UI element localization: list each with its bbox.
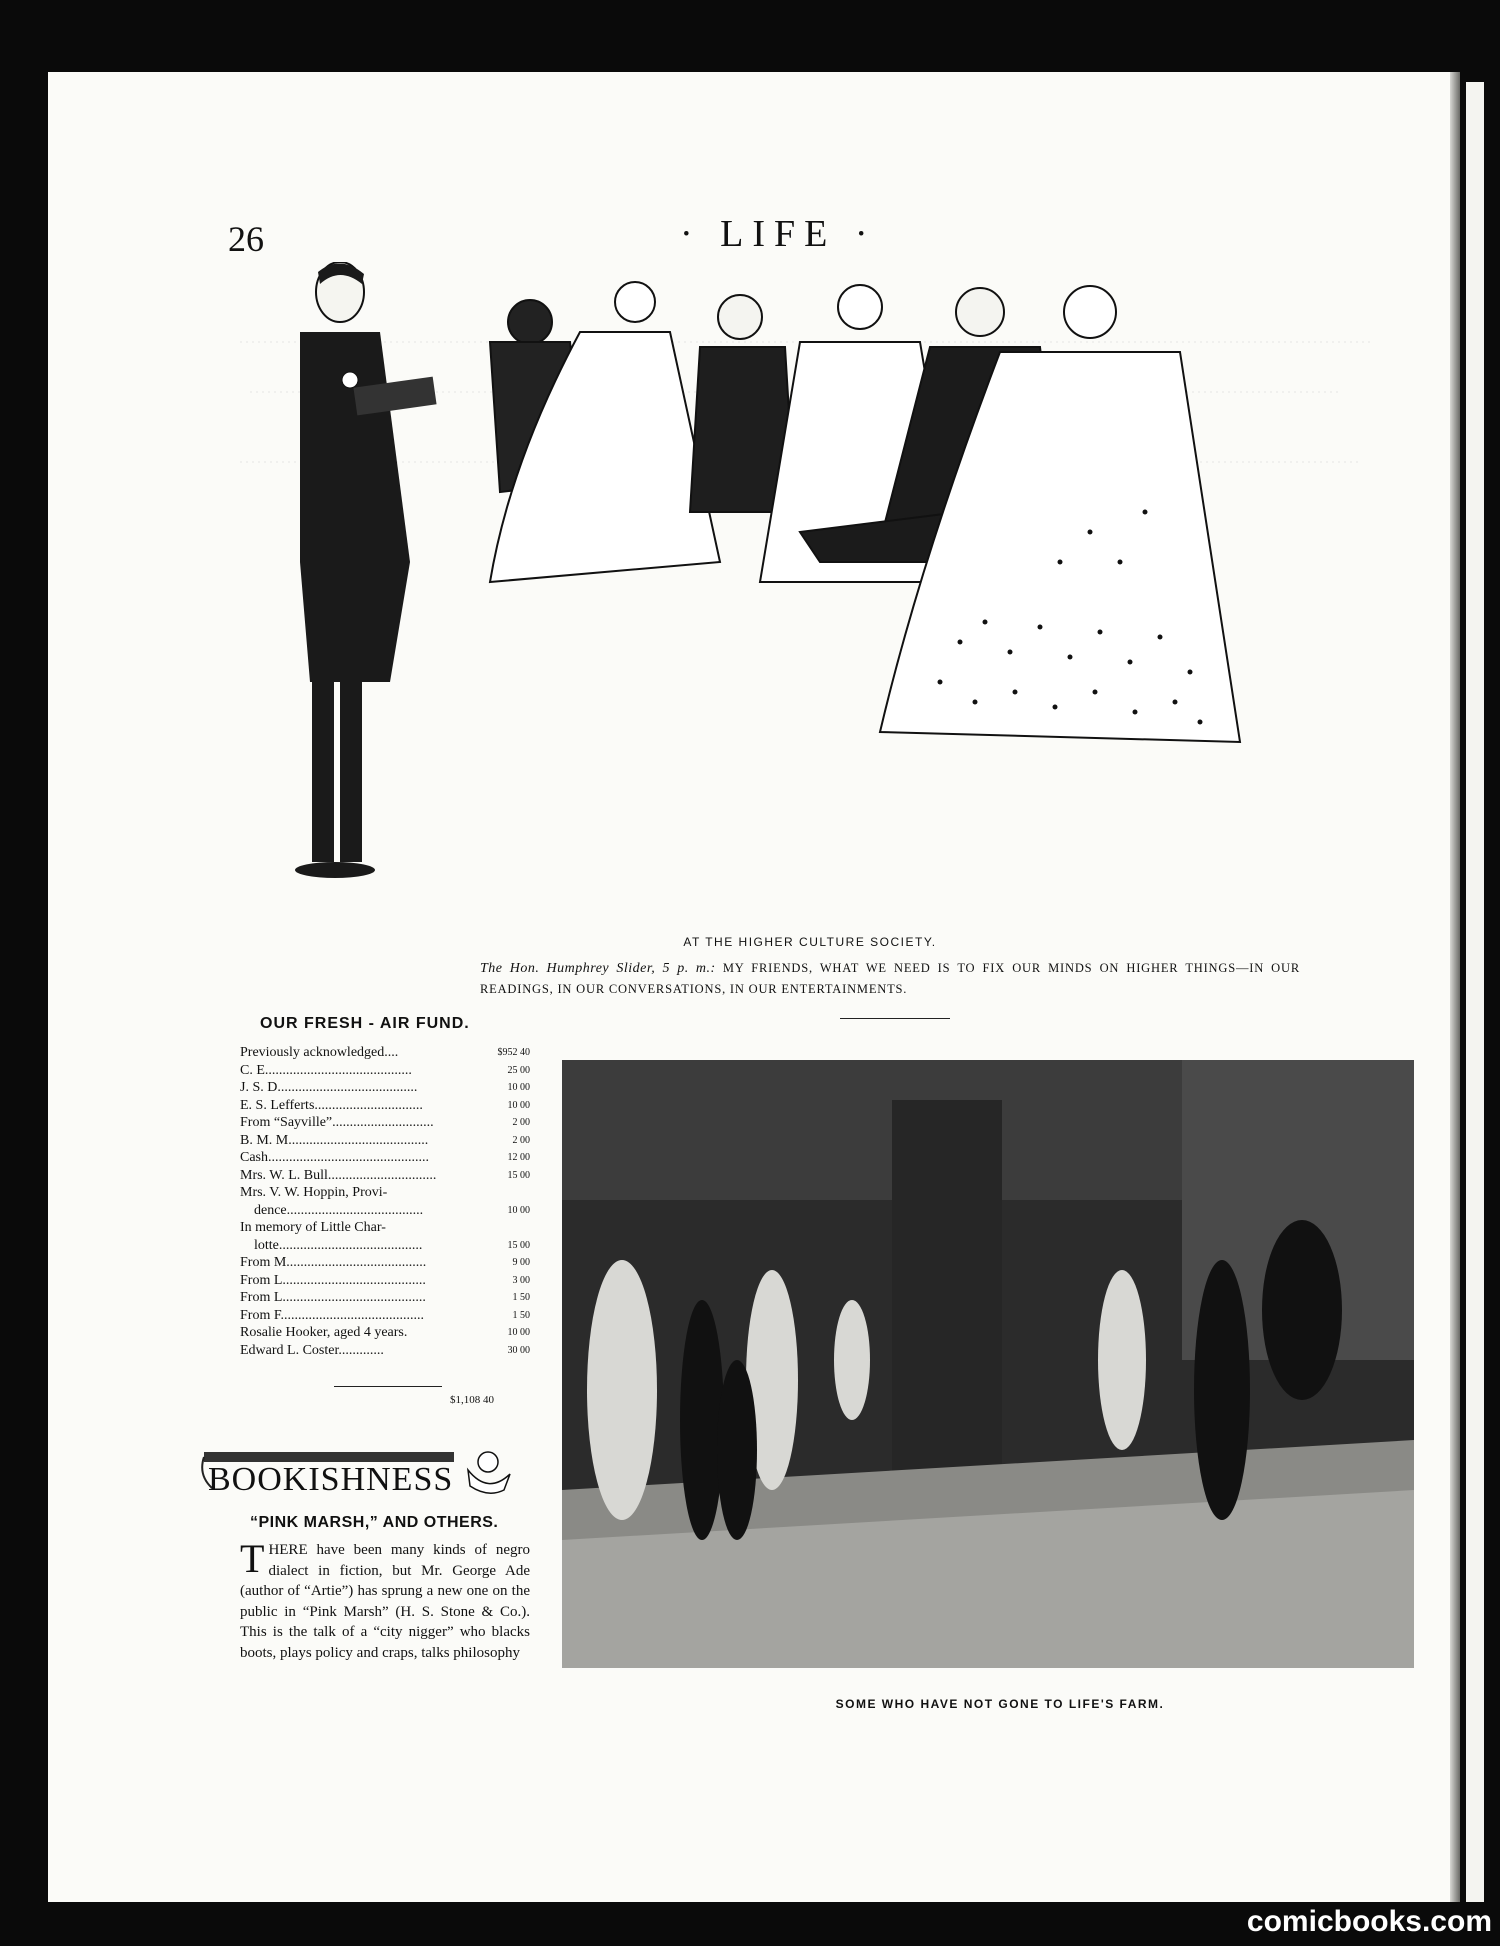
illustration-caption-title: AT THE HIGHER CULTURE SOCIETY. bbox=[683, 935, 937, 949]
fund-contributor: B. M. M........................................ bbox=[240, 1132, 429, 1148]
fund-row bbox=[240, 1342, 530, 1360]
fund-contributor: Rosalie Hooker, aged 4 years. bbox=[240, 1325, 408, 1340]
fund-amount: 25 00 bbox=[507, 1064, 530, 1076]
fund-contributor: Edward L. Coster............. bbox=[240, 1342, 384, 1358]
higher-culture-society-illustration bbox=[240, 262, 1370, 922]
fund-contributor: In memory of Little Char- bbox=[240, 1220, 386, 1235]
fund-row bbox=[240, 1149, 530, 1167]
street-children-photograph bbox=[562, 1060, 1414, 1668]
fund-contributor: From M........................................ bbox=[240, 1255, 427, 1270]
divider-rule bbox=[840, 1018, 950, 1019]
watermark: comicbooks.com bbox=[1246, 1905, 1492, 1938]
bookishness-banner-text: BOOKISHNESS bbox=[208, 1461, 454, 1498]
cherub-icon bbox=[468, 1452, 510, 1493]
fund-amount: $952 40 bbox=[497, 1047, 530, 1058]
fund-row bbox=[240, 1272, 530, 1290]
photo-caption: SOME WHO HAVE NOT GONE TO LIFE'S FARM. bbox=[835, 1697, 1165, 1711]
fund-row bbox=[240, 1184, 530, 1202]
fund-contributor: From “Sayville”............................. bbox=[240, 1115, 434, 1130]
fund-row bbox=[240, 1167, 530, 1185]
review-text: HERE have been many kinds of negro dialect in fiction, but Mr. George Ade (author of “Artie”) has sprung a new one on the public in “Pink Marsh” (H. S. Stone & Co.). This is the talk of a “city nigger” who blacks boots, plays policy and craps, talks philosophy bbox=[240, 1542, 530, 1661]
fund-amount: 30 00 bbox=[507, 1344, 530, 1356]
dropcap: T bbox=[240, 1536, 265, 1581]
fund-row bbox=[240, 1307, 530, 1325]
fund-amount: 2 00 bbox=[512, 1117, 530, 1128]
seated-audience bbox=[490, 282, 1240, 742]
review-heading: “PINK MARSH,” AND OTHERS. bbox=[250, 1514, 499, 1531]
fund-heading: OUR FRESH - AIR FUND. bbox=[260, 1015, 470, 1032]
fund-contributor: Previously acknowledged.... bbox=[240, 1045, 399, 1060]
fund-row bbox=[240, 1044, 530, 1062]
fund-contributor: Mrs. V. W. Hoppin, Provi- bbox=[240, 1185, 388, 1200]
speaker-figure bbox=[295, 262, 437, 878]
fund-contributor: From F......................................... bbox=[240, 1307, 425, 1323]
page-edge-shadow bbox=[1450, 72, 1460, 1902]
fund-row bbox=[240, 1219, 530, 1237]
fund-amount: 10 00 bbox=[507, 1204, 530, 1216]
fund-contributor: C. E.......................................... bbox=[240, 1062, 412, 1078]
fund-contributor: From L......................................... bbox=[240, 1272, 426, 1288]
fund-amount: 15 00 bbox=[507, 1169, 530, 1181]
review-body bbox=[240, 1536, 530, 1663]
fund-contributor: Cash.............................................. bbox=[240, 1150, 429, 1165]
fund-row bbox=[240, 1254, 530, 1272]
fund-amount: 10 00 bbox=[507, 1099, 530, 1111]
fund-contributor: From L......................................... bbox=[240, 1290, 426, 1305]
fund-contributor: dence....................................... bbox=[254, 1202, 424, 1218]
fund-amount: 10 00 bbox=[507, 1327, 530, 1338]
fund-row bbox=[240, 1324, 530, 1342]
fund-amount: 12 00 bbox=[507, 1152, 530, 1163]
page-number: 26 bbox=[228, 219, 264, 259]
fund-contributor: E. S. Lefferts............................... bbox=[240, 1097, 423, 1113]
fund-amount: 1 50 bbox=[512, 1309, 530, 1321]
fund-contributor: Mrs. W. L. Bull............................... bbox=[240, 1167, 437, 1183]
masthead: · LIFE · bbox=[680, 213, 877, 255]
fund-row bbox=[240, 1079, 530, 1097]
fund-contributor: lotte......................................... bbox=[254, 1237, 423, 1253]
fund-row bbox=[240, 1114, 530, 1132]
caption-speaker: The Hon. Humphrey Slider, 5 p. m.: bbox=[480, 961, 716, 976]
caption-quote: MY FRIENDS, WHAT WE NEED IS TO FIX OUR MINDS ON HIGHER THINGS—IN OUR READINGS, IN OUR CONVERSATIONS, IN OUR ENTERTAINMENTS. bbox=[480, 961, 1300, 996]
fund-row bbox=[240, 1097, 530, 1115]
next-page-edge bbox=[1466, 82, 1484, 1902]
fund-amount: 2 00 bbox=[512, 1134, 530, 1146]
fund-row bbox=[240, 1202, 530, 1220]
fund-row bbox=[240, 1062, 530, 1080]
fund-amount: 15 00 bbox=[507, 1239, 530, 1251]
fund-amount: 1 50 bbox=[512, 1292, 530, 1303]
fund-row bbox=[240, 1132, 530, 1150]
fund-amount: 9 00 bbox=[512, 1257, 530, 1268]
fund-table bbox=[240, 1044, 530, 1359]
fund-amount: 3 00 bbox=[512, 1274, 530, 1286]
fund-total: $1,108 40 bbox=[450, 1394, 494, 1406]
bookishness-banner bbox=[198, 1440, 518, 1502]
fund-row bbox=[240, 1289, 530, 1307]
fund-total-rule bbox=[334, 1386, 442, 1387]
fund-contributor: J. S. D........................................ bbox=[240, 1080, 418, 1095]
illustration-caption bbox=[480, 958, 1300, 999]
fund-row bbox=[240, 1237, 530, 1255]
fund-amount: 10 00 bbox=[507, 1082, 530, 1093]
